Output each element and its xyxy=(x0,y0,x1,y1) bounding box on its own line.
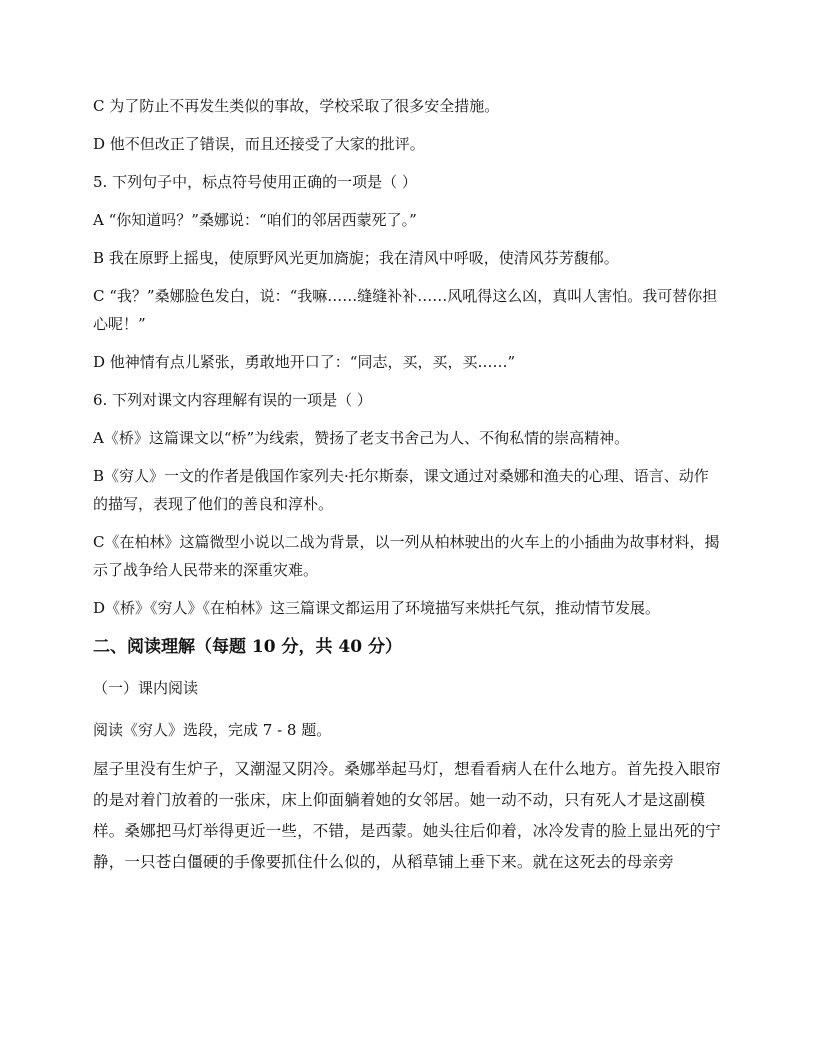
subsection-heading: （一）课内阅读 xyxy=(93,679,199,697)
option-b-q5: B 我在原野上摇曳，使原野风光更加旖旎；我在清风中呼吸，使清风芬芳馥郁。 xyxy=(93,249,619,267)
question-6: 6. 下列对课文内容理解有误的一项是（ ） xyxy=(93,391,372,409)
option-c-q4: C 为了防止不再发生类似的事故，学校采取了很多安全措施。 xyxy=(93,97,500,115)
question-5: 5. 下列句子中，标点符号使用正确的一项是（ ） xyxy=(93,173,417,191)
reading-instruction: 阅读《穷人》选段，完成 7 - 8 题。 xyxy=(93,721,332,739)
option-d-q5: D 他神情有点儿紧张，勇敢地开口了：“同志，买，买，买……” xyxy=(93,353,516,371)
option-d-q6: D《桥》《穷人》《在柏林》这三篇课文都运用了环境描写来烘托气氛，推动情节发展。 xyxy=(93,599,661,617)
option-a-q6: A《桥》这篇课文以“桥”为线索，赞扬了老支书舍己为人、不徇私情的崇高精神。 xyxy=(93,429,630,447)
option-c-q5: C “我？”桑娜脸色发白，说：“我嘛……缝缝补补……风吼得这么凶，真叫人害怕。我可替你担心呢！” xyxy=(93,287,718,333)
option-d-q4: D 他不但改正了错误，而且还接受了大家的批评。 xyxy=(93,135,425,153)
option-a-q5: A “你知道吗？”桑娜说：“咱们的邻居西蒙死了。” xyxy=(93,211,417,229)
option-b-q6: B《穷人》一文的作者是俄国作家列夫·托尔斯泰，课文通过对桑娜和渔夫的心理、语言、动作的描写，表现了他们的善良和淳朴。 xyxy=(93,467,709,513)
section-heading: 二、阅读理解（每题 10 分，共 40 分） xyxy=(93,637,402,657)
reading-passage: 屋子里没有生炉子，又潮湿又阴冷。桑娜举起马灯，想看看病人在什么地方。首先投入眼帘的是对着门放着的一张床，床上仰面躺着她的女邻居。她一动不动，只有死人才是这副模样。桑娜把马灯举得更近一些，不错，是西蒙。她头往后仰着，冰冷发青的脸上显出死的宁静，一只苍白僵硬的手像要抓住什么似的，从稻草铺上垂下来。就在这死去的母亲旁 xyxy=(93,760,722,871)
option-c-q6: C《在柏林》这篇微型小说以二战为背景，以一列从柏林驶出的火车上的小插曲为故事材料，揭示了战争给人民带来的深重灾难。 xyxy=(93,533,720,579)
document-page xyxy=(93,92,723,878)
